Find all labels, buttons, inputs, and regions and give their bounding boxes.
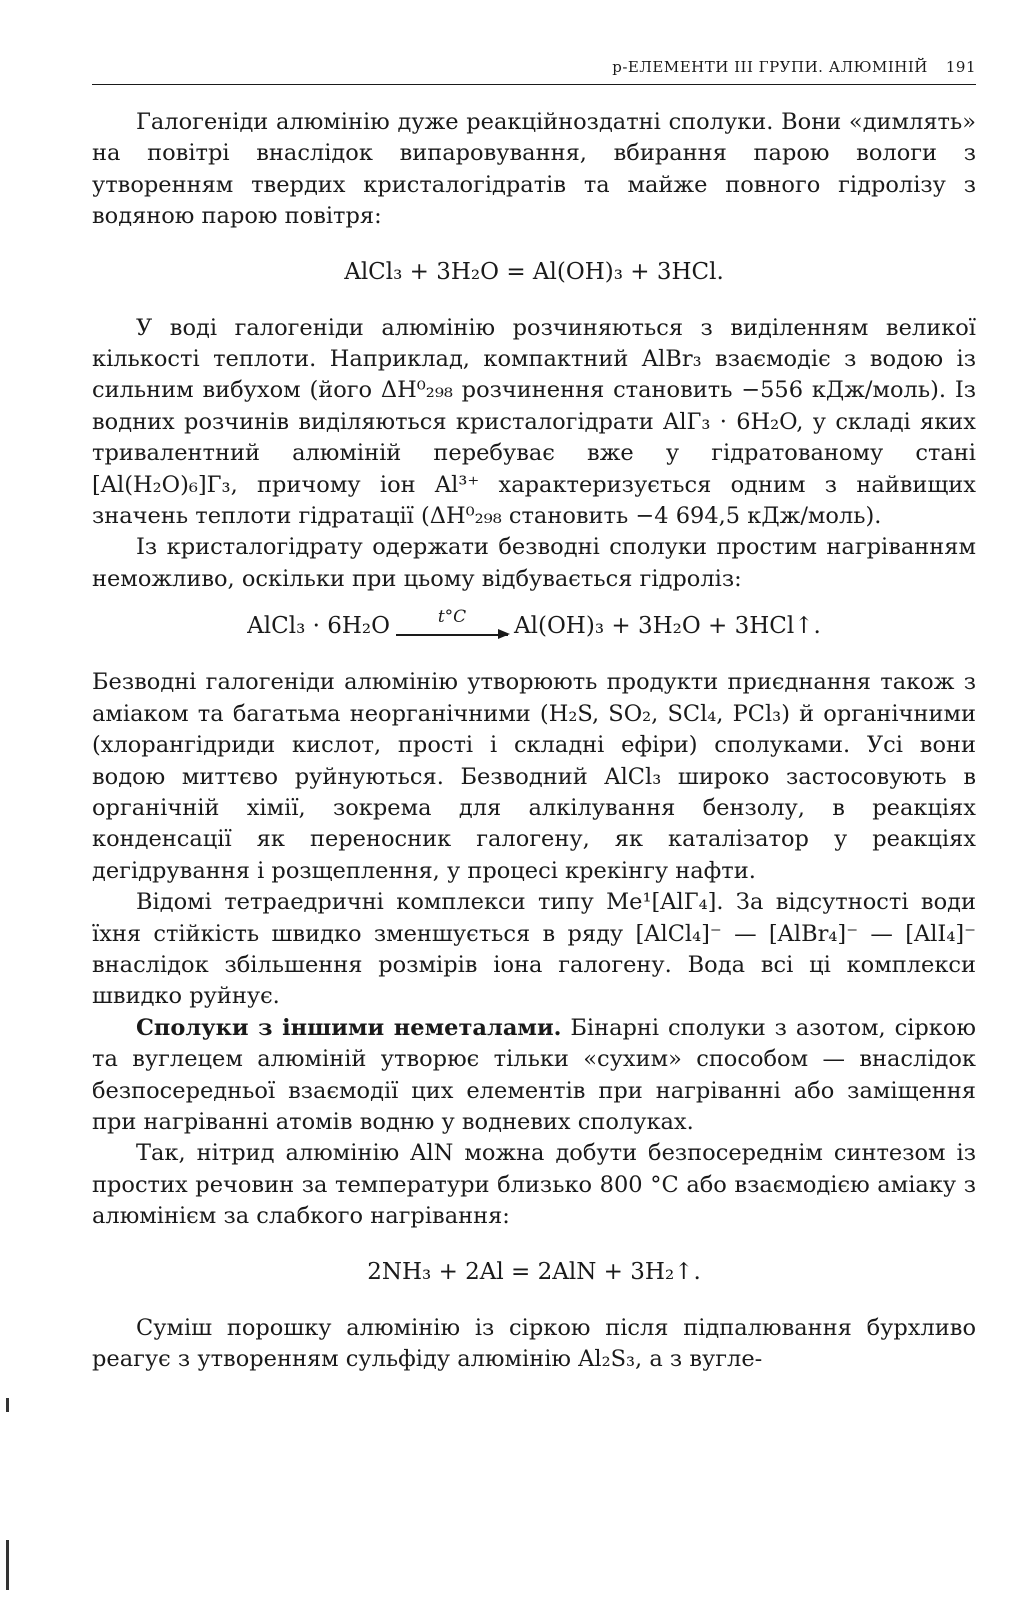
equation-2-right: Al(OH)₃ + 3H₂O + 3HCl↑. <box>514 613 821 640</box>
paragraph-6-text: Бінарні сполуки з азотом, сіркою та вуглецем алюміній утворює тільки «сухим» способом — внаслідок безпосередньої взаємодії цих елементів при нагріванні або заміщення при нагріванні атомів водню у водневих сполуках. <box>92 1014 976 1135</box>
running-title: р-ЕЛЕМЕНТИ III ГРУПИ. АЛЮМІНІЙ <box>612 58 928 76</box>
paragraph-2: У воді галогеніди алюмінію розчиняються з виділенням великої кількості теплоти. Наприклад, компактний AlBr₃ взаємодіє з водою із сильним вибухом (його ΔH⁰₂₉₈ розчинення становить −556 кДж/моль). Із водних розчинів виділяються кристалогідрати AlГ₃ · 6H₂O, у складі яких тривалентний алюміній перебуває вже у гідратованому стані [Al(H₂O)₆]Г₃, причому іон Al³⁺ характеризується одним з найвищих значень теплоти гідратації (ΔH⁰₂₉₈ становить −4 694,5 кДж/моль). <box>92 314 976 530</box>
paragraph-1: Галогеніди алюмінію дуже реакційноздатні сполуки. Вони «димлять» на повітрі внаслідок випаровування, вбирання парою вологи з утворенням твердих кристалогідратів та майже повного гідролізу з водяною парою повітря: <box>92 109 976 230</box>
margin-mark <box>6 1540 9 1590</box>
paragraph-5: Відомі тетраедричні комплекси типу Me¹[AlГ₄]. За відсутності води їхня стійкість швидко зменшується в ряду [AlCl₄]⁻ — [AlBr₄]⁻ — [AlI₄]⁻ внаслідок збільшення розмірів іона галогену. Вода всі ці комплекси швидко руйнує. <box>92 889 976 1010</box>
paragraph-7: Так, нітрид алюмінію AlN можна добути безпосереднім синтезом із простих речовин за температури близько 800 °C або взаємодією аміаку з алюмінієм за слабкого нагрівання: <box>92 1140 976 1230</box>
equation-1: AlCl₃ + 3H₂O = Al(OH)₃ + 3HCl. <box>344 258 724 285</box>
equation-2-left: AlCl₃ · 6H₂O <box>247 613 390 640</box>
reaction-arrow-icon <box>396 607 508 636</box>
equation-3: 2NH₃ + 2Al = 2AlN + 3H₂↑. <box>367 1258 701 1285</box>
book-page <box>92 58 976 1375</box>
paragraph-6 <box>92 1013 976 1139</box>
section-heading: Сполуки з іншими неметалами. <box>136 1014 562 1041</box>
page-number: 191 <box>945 58 976 76</box>
running-header <box>92 58 976 85</box>
body-text <box>92 107 976 1375</box>
arrow-label: t°C <box>437 607 467 628</box>
margin-mark <box>6 1398 9 1412</box>
paragraph-8: Суміш порошку алюмінію із сіркою після підпалювання бурхливо реагує з утворенням сульфіду алюмінію Al₂S₃, а з вугле- <box>92 1314 976 1372</box>
equation-2 <box>92 609 976 643</box>
paragraph-3: Із кристалогідрату одержати безводні сполуки простим нагріванням неможливо, оскільки при цьому відбувається гідроліз: <box>92 534 976 592</box>
paragraph-4: Безводні галогеніди алюмінію утворюють продукти приєднання також з аміаком та багатьма неорганічними (H₂S, SO₂, SCl₄, PCl₃) й органічними (хлорангідриди кислот, прості і складні ефіри) сполуками. Усі вони водою миттєво руйнуються. Безводний AlCl₃ широко застосовують в органічній хімії, зокрема для алкілування бензолу, в реакціях конденсації як переносник галогену, як каталізатор у реакціях дегідрування і розщеплення, у процесі крекінгу нафти. <box>92 669 976 884</box>
